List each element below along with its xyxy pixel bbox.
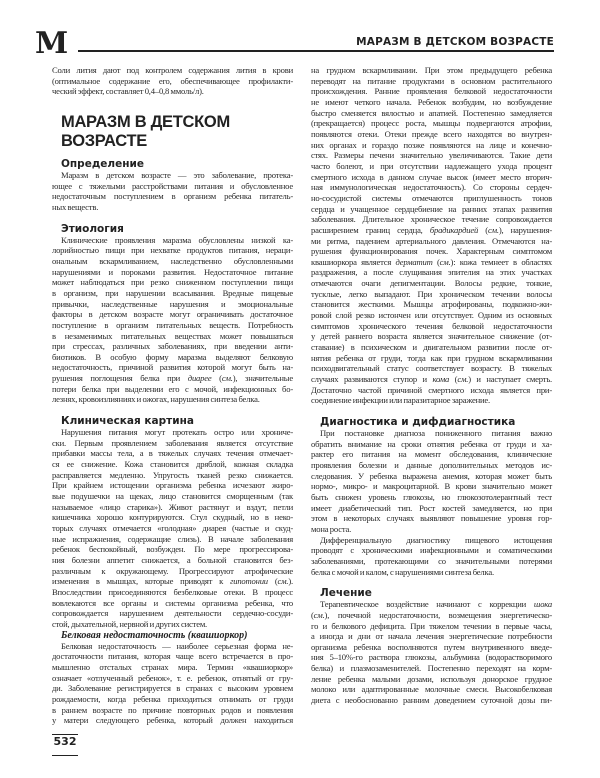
- paragraph: [52, 235, 293, 406]
- text-line: в незаменимых питательных веществах может повышаться: [52, 330, 293, 341]
- text-line: достаточности питания, которая чаще всего встречается в про-: [52, 651, 293, 662]
- text-line: ся ее снижение. Кожа становится дряблой, кожная складка: [52, 459, 293, 470]
- article-title: МАРАЗМ В ДЕТСКОМ ВОЗРАСТЕ: [61, 112, 230, 150]
- text-line: стой, дыхательной, нервной и других систем.: [52, 618, 208, 629]
- text-line: нятия ребенка от груди, тогда как при грудном вскармливании: [311, 352, 552, 363]
- text-line: (см.), почечной недостаточности, возмещения энергетическо-: [311, 609, 552, 620]
- text-line: белка с мочой и калом, с нарушениями синтеза белка.: [311, 566, 494, 577]
- text-line: раздражения, а после слущивания эпителия на этих участках: [311, 267, 552, 278]
- text-line: в раннем возрасте по причине повторных родов и появления: [52, 704, 293, 715]
- text-line: ональным вскармливанием, наследственно обусловленными: [52, 255, 293, 266]
- text-line: потери белка при выделении его с мочой, инфекционных бо-: [52, 383, 293, 394]
- text-line: проявления болезни и данные дополнительных методов ис-: [311, 459, 552, 470]
- text-line: го и белкового дефицита. При тяжелом течении в первые часы,: [311, 620, 552, 631]
- text-line: поступление в организм питательных веществ. Потребность: [52, 319, 293, 330]
- text-line: лорийностью пищи при нехватке продуктов питания, нераци-: [52, 245, 293, 256]
- text-line: ровой слой резко истончен или отсутствует. Одним из основных: [311, 310, 552, 321]
- text-line: ющее с тяжелыми расстройствами питания и обусловленное: [52, 180, 293, 191]
- paragraph: [52, 170, 293, 213]
- text-line: заболеваниями, протекающими со значительными потерями: [311, 555, 552, 566]
- text-line: ставание) в психическом и двигательном развитии после от-: [311, 342, 552, 353]
- text-line: Соли лития дают под контролем содержания лития в крови: [52, 65, 293, 75]
- text-line: происхождения. Ранние проявления белковой недостаточности: [311, 86, 552, 97]
- header-rule: [78, 50, 554, 52]
- text-line: у детей раннего возраста является значительное снижение (от-: [311, 331, 552, 342]
- text-line: различным к окружающему. Прогрессируют атрофические: [52, 565, 293, 576]
- text-line: ные испражнения, содержащие слизь). В начале заболевания: [52, 533, 293, 544]
- text-line: ски. Первым проявлением заболевания является отсутствие: [52, 437, 293, 448]
- text-line: расширением границ сердца, брадикардией (см.), нарушения-: [311, 224, 552, 235]
- italic-term: см.: [277, 576, 289, 587]
- text-line: становится жесткими. Мышцы атрофированы, подкожно-жи-: [311, 299, 552, 310]
- text-line: проводят с хроническими инфекционными и соматическими: [311, 545, 552, 556]
- text-line: рождаемости, когда ребенка приходиться отнимать от груди: [52, 693, 293, 704]
- italic-term: гипотонии: [230, 576, 268, 587]
- text-line: расправляется медленно. Упругость тканей резко снижается.: [52, 469, 293, 480]
- text-line: квашиоркора является дерматит (см.): кожа темнеет в областях: [311, 256, 552, 267]
- text-line: может наблюдаться при резко сниженном поступлении пищи: [52, 277, 293, 288]
- text-line: Клинические проявления маразма обусловлены низкой ка-: [61, 234, 293, 245]
- subsection-heading: Белковая недостаточность (квашиоркор): [61, 629, 248, 641]
- text-line: в организм, при нарушении всасывания. Вредные пищевые: [52, 287, 293, 298]
- italic-term: диарее: [187, 373, 212, 384]
- text-line: смертного исхода в данном случае высок (имеет место вторич-: [311, 171, 552, 182]
- italic-term: см.: [221, 373, 233, 384]
- italic-term: шока: [533, 599, 552, 610]
- text-line: мышленно отсталых странах мира. Термин «квашиоркор»: [52, 661, 293, 672]
- text-line: называемое «лицо старика»). Живот растянут и вздут, петли: [52, 501, 293, 512]
- section-letter: М: [35, 26, 69, 61]
- paragraph: [52, 427, 293, 629]
- section-heading: Клиническая картина: [61, 415, 194, 428]
- text-line: этом в некоторых случаях выявляют повышение уровня гор-: [311, 513, 552, 524]
- text-line: рактер его питания на момент обследования, клинические: [311, 449, 552, 460]
- text-line: переводят на питание продуктами в основном растительного: [311, 75, 552, 86]
- section-heading: Лечение: [320, 587, 372, 600]
- text-line: Терапевтическое воздействие начинают с коррекции шока: [320, 599, 552, 610]
- text-line: быстро сменяется вялостью и апатией. Постепенно замедляется: [311, 107, 552, 118]
- text-line: ребенок беспокойный, возбужден. По мере прогрессирова-: [52, 544, 293, 555]
- right-column: [311, 65, 552, 706]
- text-line: недостаточность, причиной развития которой могут быть на-: [52, 362, 293, 373]
- paragraph: [311, 599, 552, 706]
- text-line: нарушениями и пороками развития. Недостаточное питание: [52, 266, 293, 277]
- text-line: ди. Заболевание регистрируется в странах с высоким уровнем: [52, 683, 293, 694]
- italic-term: брадикардией: [429, 224, 479, 235]
- text-line: означает «отлученный ребенок», т. е. ребенок, отнятый от гру-: [52, 672, 293, 683]
- italic-term: см.: [313, 609, 325, 620]
- text-line: имеет диабетический тип. Рост костей замедляется, но при: [311, 502, 552, 513]
- section-heading: Диагностика и дифдиагностика: [320, 416, 516, 428]
- text-line: у матери следующего ребенка, который должен находиться: [52, 715, 293, 726]
- text-line: сердца и учащенное сердцебиение на ранних этапах развития: [311, 203, 552, 214]
- paragraph: [311, 65, 552, 406]
- text-line: случаях развиваются ступор и кома (см.) и наступает смерть.: [311, 374, 552, 385]
- page-number: 532: [52, 734, 78, 756]
- text-line: ческий эффект, составляет 0,4–0,8 ммоль/л).: [52, 86, 204, 97]
- paragraph: [311, 428, 552, 535]
- text-line: изменения в мышцах, которые приводят к гипотонии (см.).: [52, 576, 293, 587]
- text-line: Белковая недостаточность — наиболее серьезная форма не-: [61, 640, 293, 651]
- text-line: симптомов хронического течения белковой недостаточности: [311, 320, 552, 331]
- text-line: рушения функционирования почек. Характерным симптомом: [311, 246, 552, 257]
- text-line: не имеют четкого начала. Ребенок возбудим, но возбуждение: [311, 96, 552, 107]
- text-line: часто болеют, и при отсутствии надлежащего ухода процент: [311, 160, 552, 171]
- text-line: появляются отеки. Отеки прежде всего находятся во внутрен-: [311, 128, 552, 139]
- text-line: (оптимальное содержание его, обеспечивающее профилакти-: [52, 75, 293, 86]
- running-title: МАРАЗМ В ДЕТСКОМ ВОЗРАСТЕ: [356, 36, 554, 48]
- text-line: на грудном вскармливании. При этом предыдущего ребенка: [311, 65, 552, 75]
- italic-term: кома: [432, 374, 450, 385]
- text-line: факторы в детском возрасте могут ограничивать достаточное: [52, 309, 293, 320]
- paragraph: [52, 641, 293, 726]
- text-line: Дифференциальную диагностику пищевого истощения: [320, 534, 552, 545]
- text-line: стях. Размеры печени значительно увеличиваются. Такие дети: [311, 150, 552, 161]
- text-line: диета с необоснованно ранним доведением суточной дозы пи-: [311, 695, 552, 706]
- text-line: но-сосудистой системы отмечаются приглушенность тонов: [311, 192, 552, 203]
- italic-term: см.: [439, 256, 451, 267]
- text-line: ление ребенка малыми дозами, используя донорское грудное: [311, 673, 552, 684]
- text-line: Впоследствии присоединяются безбелковые отеки. В процесс: [52, 586, 293, 597]
- text-line: вые подушечки на щеках, лицо становится сморщенным (так: [52, 491, 293, 502]
- text-line: ми ритма, падением артериального давления. Отмечаются на-: [311, 235, 552, 246]
- text-line: сопровождается нарушением деятельности сердечно-сосуди-: [52, 608, 293, 619]
- text-line: привычки, наследственные нарушения и эмоциональные: [52, 298, 293, 309]
- text-line: ная иммунологическая недостаточность). Со стороны сердеч-: [311, 182, 552, 193]
- text-line: организма ребенка восполняются путем внутривенного введе-: [311, 641, 552, 652]
- text-line: рушения поглощения белка при диарее (см.), значительные: [52, 373, 293, 384]
- text-line: прибавки массы тела, а в тяжелых случаях течения отмечает-: [52, 448, 293, 459]
- text-line: торых случаях отмечается «голодная» диарея (частые и скуд-: [52, 523, 293, 533]
- text-line: вовлекаются все органы и системы организма ребенка, что: [52, 597, 293, 608]
- text-line: соединение инфекции или паразитарное заражение.: [311, 395, 490, 406]
- text-line: ных веществ.: [52, 201, 99, 212]
- left-column: [52, 65, 293, 726]
- text-line: Маразм в детском возрасте — это заболевание, протека-: [61, 169, 293, 180]
- text-line: При постановке диагноза пониженного питания важно: [320, 428, 552, 438]
- italic-term: дерматит: [395, 256, 433, 267]
- text-line: недостаточным поступлением в организм ребенка питатель-: [52, 191, 293, 202]
- paragraph: [311, 535, 552, 578]
- text-line: обратить внимание на сроки отнятия ребенка от груди и ха-: [311, 438, 552, 449]
- text-line: лезнях, кровоизлияниях и ожогах, нарушения синтеза белка.: [52, 394, 260, 405]
- paragraph: [52, 65, 293, 97]
- text-line: ния 5–10%-го раствора глюкозы, альбумина (водорастворимого: [311, 652, 552, 663]
- text-line: ния болезни аппетит снижается, а больной становится без-: [52, 554, 293, 565]
- text-line: Нарушения питания могут протекать остро или хрониче-: [61, 427, 293, 438]
- text-line: белка) и плазмозаменителей. Постепенно переходят на корм-: [311, 663, 552, 674]
- text-line: кишечника хорошо контурируются. Стул скудный, но в неко-: [52, 512, 293, 523]
- text-line: Достаточно частой причиной смертного исхода является при-: [311, 384, 552, 395]
- section-heading: Этиология: [61, 222, 124, 235]
- section-heading: Определение: [61, 157, 144, 170]
- text-line: молоко или адаптированные молочные смеси. Высокобелковая: [311, 684, 552, 695]
- text-line: следования. У ребенка выражена анемия, которая может быть: [311, 470, 552, 481]
- text-line: отмечаются очаги депигментации. Волосы редкие, тонкие,: [311, 278, 552, 289]
- text-line: При крайнем истощении организма ребенка исчезают жиро-: [52, 480, 293, 491]
- text-line: тусклые, легко выпадают. При хроническом течении волосы: [311, 288, 552, 299]
- text-line: них органах и гораздо позже появляются на лице и конечно-: [311, 139, 552, 150]
- text-line: а иногда и дни от начала лечения энергетические потребности: [311, 631, 552, 642]
- text-line: биотиков. В особую форму маразма выделяют белковую: [52, 351, 293, 362]
- italic-term: см.: [487, 224, 499, 235]
- text-line: нормо-, микро- и макроцитарной. В крови значительно может: [311, 481, 552, 492]
- italic-term: см.: [457, 374, 469, 385]
- text-line: мона роста.: [311, 523, 352, 534]
- text-line: (прекращается) процесс роста, мышцы подвергаются атрофии,: [311, 118, 552, 129]
- text-line: психодвигательный статус соответствует возрасту. В тяжелых: [311, 363, 552, 374]
- text-line: заболевания. Длительное хроническое течение сопровождается: [311, 214, 552, 225]
- text-line: при стрессах, различных заболеваниях, при введении анти-: [52, 341, 293, 352]
- text-line: быть снижен уровень глюкозы, но глюкозотолерантный тест: [311, 491, 552, 502]
